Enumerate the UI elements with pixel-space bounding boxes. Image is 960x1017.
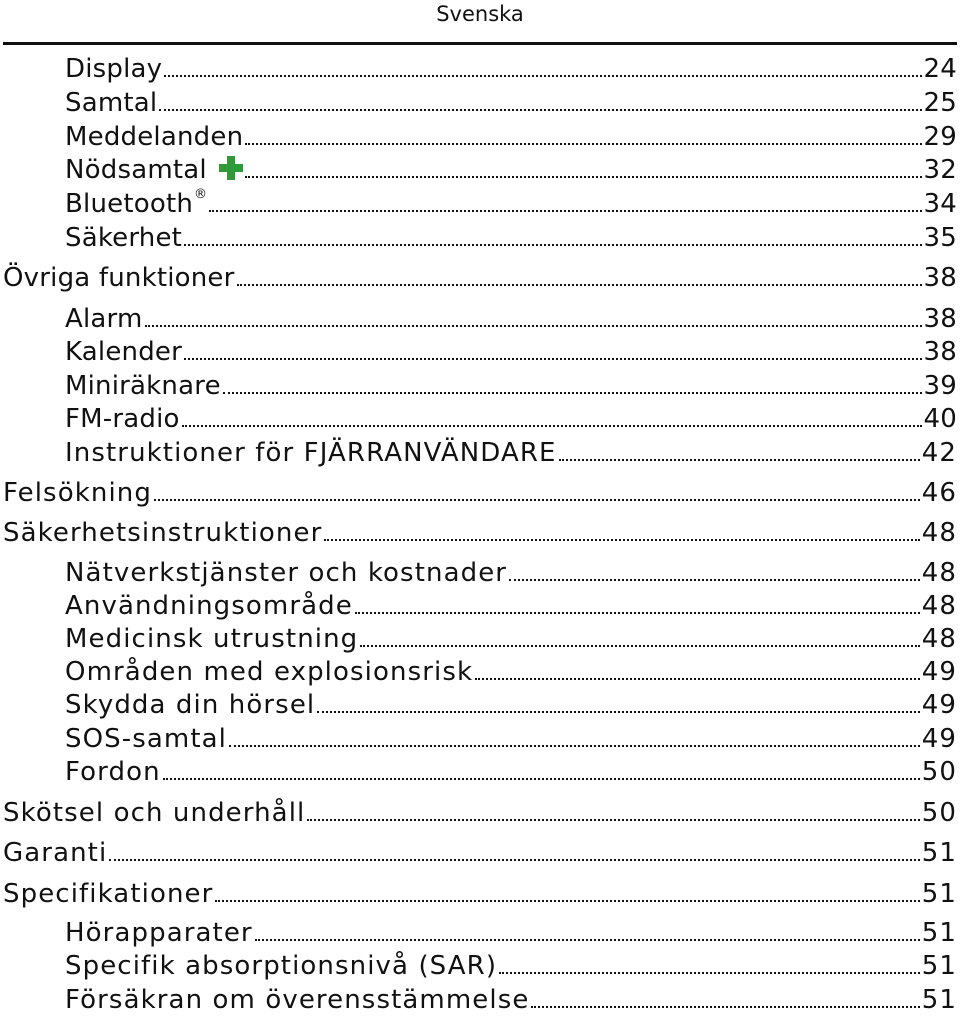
toc-entry-title	[3, 261, 235, 295]
toc-dot-leader	[360, 645, 919, 647]
toc-entry[interactable]	[65, 369, 957, 403]
toc-entry[interactable]	[65, 983, 957, 1017]
toc-entry[interactable]	[65, 688, 957, 722]
toc-dot-leader	[255, 939, 920, 941]
toc-entry-title	[3, 877, 213, 911]
toc-entry-title-text: Hörapparater	[65, 918, 253, 948]
toc-entry-page-number: 49	[921, 724, 957, 754]
toc-dot-leader	[154, 499, 920, 501]
toc-entry-title	[65, 655, 473, 689]
toc-entry-title-text: Fordon	[65, 757, 161, 787]
toc-entry[interactable]	[65, 589, 957, 623]
toc-entry[interactable]	[65, 402, 957, 436]
toc-entry-title	[65, 369, 221, 403]
toc-entry-title	[65, 402, 180, 436]
toc-entry-page-number: 51	[921, 985, 957, 1015]
toc-entry-title-text: Alarm	[65, 304, 143, 334]
toc-entry-title-text: Områden med explosionsrisk	[65, 657, 474, 687]
toc-entry-title	[65, 755, 161, 789]
toc-dot-leader	[317, 711, 919, 713]
toc-entry[interactable]	[65, 52, 957, 86]
toc-entry-title-text: Nödsamtal	[65, 155, 207, 185]
toc-entry[interactable]	[65, 221, 957, 255]
toc-entry-page-number: 32	[923, 155, 957, 185]
toc-dot-leader	[164, 75, 921, 77]
toc-entry[interactable]	[65, 335, 957, 369]
toc-entry-page-number: 50	[921, 798, 957, 828]
toc-entry-title-text: Meddelanden	[65, 122, 244, 152]
toc-entry[interactable]	[65, 556, 957, 590]
toc-entry-title	[65, 556, 507, 590]
toc-entry-page-number: 49	[921, 690, 957, 720]
toc-entry-page-number: 25	[923, 88, 957, 118]
toc-entry-title	[65, 589, 353, 623]
toc-entry-title	[65, 916, 253, 950]
page-header	[0, 0, 960, 46]
toc-dot-leader	[184, 244, 921, 246]
page-language-title: Svenska	[436, 2, 524, 26]
toc-entry[interactable]	[3, 877, 957, 911]
toc-entry-title	[65, 120, 243, 154]
toc-entry-page-number: 38	[923, 263, 957, 293]
toc-entry[interactable]	[3, 516, 957, 550]
toc-dot-leader	[499, 972, 920, 974]
toc-entry-page-number: 42	[921, 438, 957, 468]
toc-dot-leader	[307, 819, 919, 821]
toc-entry-page-number: 48	[921, 518, 957, 548]
toc-dot-leader	[245, 143, 921, 145]
toc-dot-leader	[475, 678, 920, 680]
toc-entry-page-number: 48	[921, 624, 957, 654]
toc-entry-title-text: Instruktioner för FJÄRRANVÄNDARE	[65, 438, 557, 468]
toc-entry-page-number: 48	[921, 558, 957, 588]
toc-entry[interactable]	[65, 86, 957, 120]
toc-dot-leader	[355, 612, 920, 614]
toc-entry-title-text: Kalender	[65, 337, 183, 367]
toc-entry[interactable]	[3, 836, 957, 870]
toc-dot-leader	[182, 425, 922, 427]
toc-entry-title-text: Samtal	[65, 88, 158, 118]
toc-dot-leader	[215, 900, 919, 902]
toc-entry-page-number: 38	[923, 337, 957, 367]
toc-entry-title-text: Försäkran om överensstämmelse	[65, 985, 530, 1015]
toc-entry[interactable]	[65, 436, 957, 470]
toc-entry-title	[3, 796, 305, 830]
green-cross-icon	[219, 156, 243, 180]
toc-entry[interactable]	[65, 187, 957, 221]
toc-entry[interactable]	[3, 476, 957, 510]
toc-entry-page-number: 51	[921, 838, 957, 868]
toc-entry-title	[3, 836, 107, 870]
toc-entry-title-text: Specifik absorptionsnivå (SAR)	[65, 951, 498, 981]
toc-entry-page-number: 51	[921, 879, 957, 909]
toc-entry[interactable]	[65, 302, 957, 336]
toc-entry[interactable]	[65, 916, 957, 950]
toc-entry-page-number: 38	[923, 304, 957, 334]
toc-entry-page-number: 39	[923, 371, 957, 401]
toc-entry-title	[65, 688, 315, 722]
toc-entry-page-number: 34	[923, 189, 957, 219]
toc-entry-page-number: 35	[923, 223, 957, 253]
toc-entry-title-text: FM-radio	[65, 404, 180, 434]
toc-dot-leader	[209, 210, 921, 212]
toc-dot-leader	[145, 325, 922, 327]
toc-entry-title	[65, 622, 358, 656]
toc-entry-title-text: Övriga funktioner	[3, 263, 235, 293]
toc-dot-leader	[163, 778, 920, 780]
toc-entry-page-number: 24	[923, 54, 957, 84]
toc-entry-title-text: Garanti	[3, 838, 108, 868]
toc-dot-leader	[245, 176, 922, 178]
toc-entry-title	[65, 302, 143, 336]
toc-entry-title	[65, 722, 227, 756]
toc-entry[interactable]	[3, 261, 957, 295]
toc-entry[interactable]	[65, 722, 957, 756]
toc-entry-page-number: 46	[921, 478, 957, 508]
toc-entry-title	[65, 949, 497, 983]
toc-entry[interactable]	[65, 622, 957, 656]
header-divider	[3, 42, 957, 45]
toc-entry-title-text: Nätverkstjänster och kostnader	[65, 558, 508, 588]
toc-entry[interactable]	[65, 153, 957, 187]
toc-entry-title-text: Säkerhet	[65, 223, 183, 253]
toc-entry[interactable]	[3, 796, 957, 830]
toc-dot-leader	[109, 859, 919, 861]
toc-entry-title-text: Skydda din hörsel	[65, 690, 316, 720]
toc-entry-title	[65, 153, 243, 187]
toc-entry-title-text: Felsökning	[3, 478, 152, 508]
toc-entry-page-number: 51	[921, 951, 957, 981]
toc-entry-title-text: Specifikationer	[3, 879, 214, 909]
toc-entry-title-text: Skötsel och underhåll	[3, 798, 306, 828]
toc-entry[interactable]	[65, 949, 957, 983]
toc-entry-title	[3, 476, 152, 510]
toc-entry-title-text: Display	[65, 54, 163, 84]
toc-dot-leader	[531, 1006, 919, 1008]
toc-entry-title	[3, 516, 322, 550]
toc-entry[interactable]	[65, 655, 957, 689]
toc-entry-title-text: Användningsområde	[65, 591, 353, 621]
toc-entry-page-number: 51	[921, 918, 957, 948]
toc-dot-leader	[324, 539, 919, 541]
toc-dot-leader	[159, 109, 921, 111]
toc-entry-page-number: 40	[923, 404, 957, 434]
toc-dot-leader	[509, 579, 920, 581]
toc-dot-leader	[223, 392, 922, 394]
toc-entry-title-text: Miniräknare	[65, 371, 221, 401]
toc-entry-title	[65, 221, 182, 255]
toc-entry-page-number: 29	[923, 122, 957, 152]
toc-dot-leader	[184, 358, 922, 360]
toc-dot-leader	[559, 459, 920, 461]
toc-entry-title	[65, 983, 529, 1017]
toc-entry-page-number: 50	[921, 757, 957, 787]
toc-entry-page-number: 49	[921, 657, 957, 687]
toc-entry-title-text: SOS-samtal	[65, 724, 228, 754]
toc-entry-title	[65, 335, 182, 369]
toc-entry-title	[65, 436, 557, 470]
toc-entry-page-number: 48	[921, 591, 957, 621]
toc-dot-leader	[237, 284, 922, 286]
registered-trademark-mark: ®	[194, 186, 208, 202]
toc-entry-title-text: Bluetooth	[65, 189, 194, 219]
toc-dot-leader	[229, 745, 920, 747]
toc-entry-title-text: Säkerhetsinstruktioner	[3, 518, 323, 548]
toc-entry-title	[65, 187, 207, 221]
toc-entry-title	[65, 86, 157, 120]
toc-entry[interactable]	[65, 755, 957, 789]
toc-entry[interactable]	[65, 120, 957, 154]
toc-entry-title	[65, 52, 162, 86]
toc-entry-title-text: Medicinsk utrustning	[65, 624, 359, 654]
